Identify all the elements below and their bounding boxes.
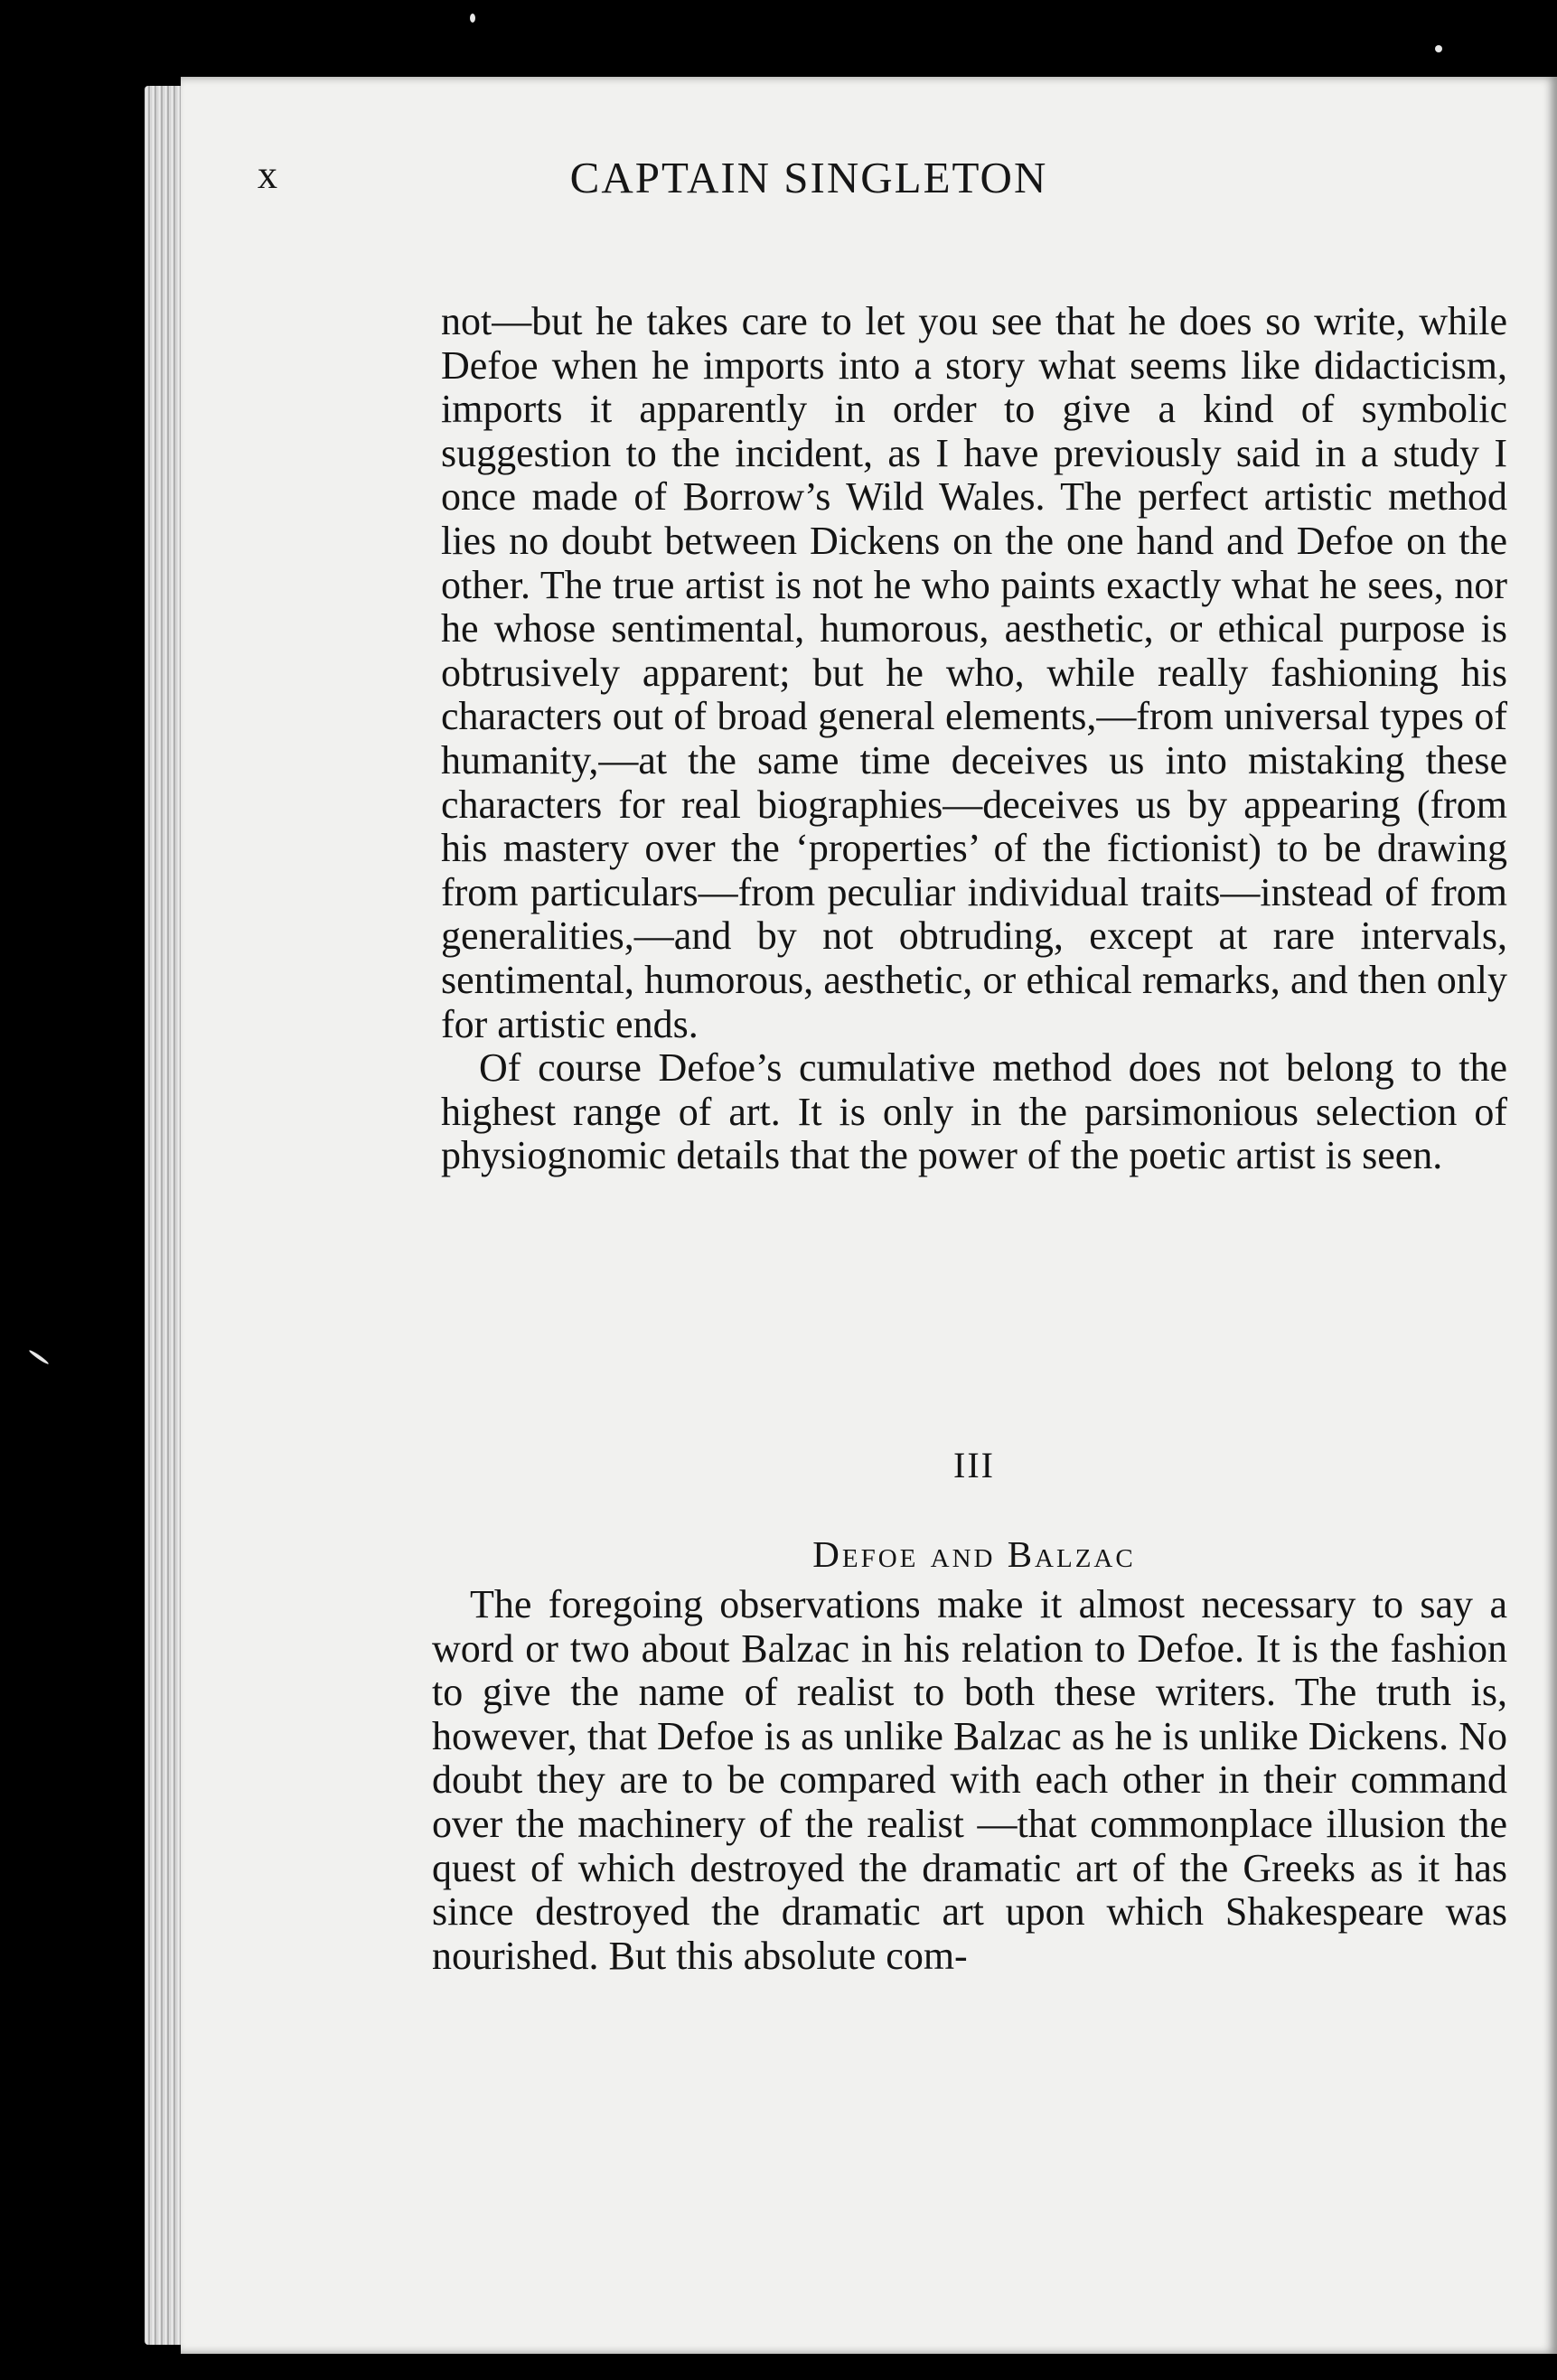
paragraph: Of course Defoe’s cumulative method does not belong to the highest range of art. It is only in the parsimonious selection of physiognomic details that the power of the poetic artist is seen. [441, 1045, 1507, 1178]
section-body-text [432, 1583, 1507, 1978]
section-number: III [953, 1445, 995, 1485]
section-title: Defoe and Balzac [812, 1533, 1136, 1575]
paragraph: The foregoing observations make it almost necessary to say a word or two about Balzac in his relation to Defoe. It is the fashion to give the name of realist to both these writers. The truth is, however, that Defoe is as unlike Balzac as he is unlike Dickens. No doubt they are to be compared with each other in their command over the machinery of the realist —that commonplace illusion the quest of which destroyed the dramatic art of the Greeks as it has since destroyed the dramatic art upon which Shakespeare was nourished. But this absolute com- [432, 1582, 1507, 1978]
page-number: x [258, 153, 277, 197]
running-title: CAPTAIN SINGLETON [569, 153, 1048, 202]
scan-speck [1435, 45, 1442, 52]
scan-speck [470, 14, 475, 23]
page-header [258, 152, 1252, 233]
paragraph: not—but he takes care to let you see that he does so write, while Defoe when he imports into a story what seems like didacticism, imports it apparently in order to give a kind of symbolic suggestion to the incident, as I have previously said in a study I once made of Borrow’s Wild Wales. The perfect artistic method lies no doubt between Dickens on the one hand and Defoe on the other. The true artist is not he who paints exactly what he sees, nor he whose sentimental, humorous, aesthetic, or ethical purpose is obtrusively apparent; but he who, while really fashioning his characters out of broad general elements,—from universal types of humanity,—at the same time deceives us into mistaking these characters for real biographies—deceives us by appearing (from his mastery over the ‘properties’ of the fictionist) to be drawing from particulars—from peculiar individual traits—instead of from generalities,—and by not obtruding, except at rare intervals, sentimental, humorous, aesthetic, or ethical remarks, and then only for artistic ends. [441, 299, 1507, 1046]
scan-speck [28, 1349, 50, 1365]
body-text [441, 300, 1507, 1178]
